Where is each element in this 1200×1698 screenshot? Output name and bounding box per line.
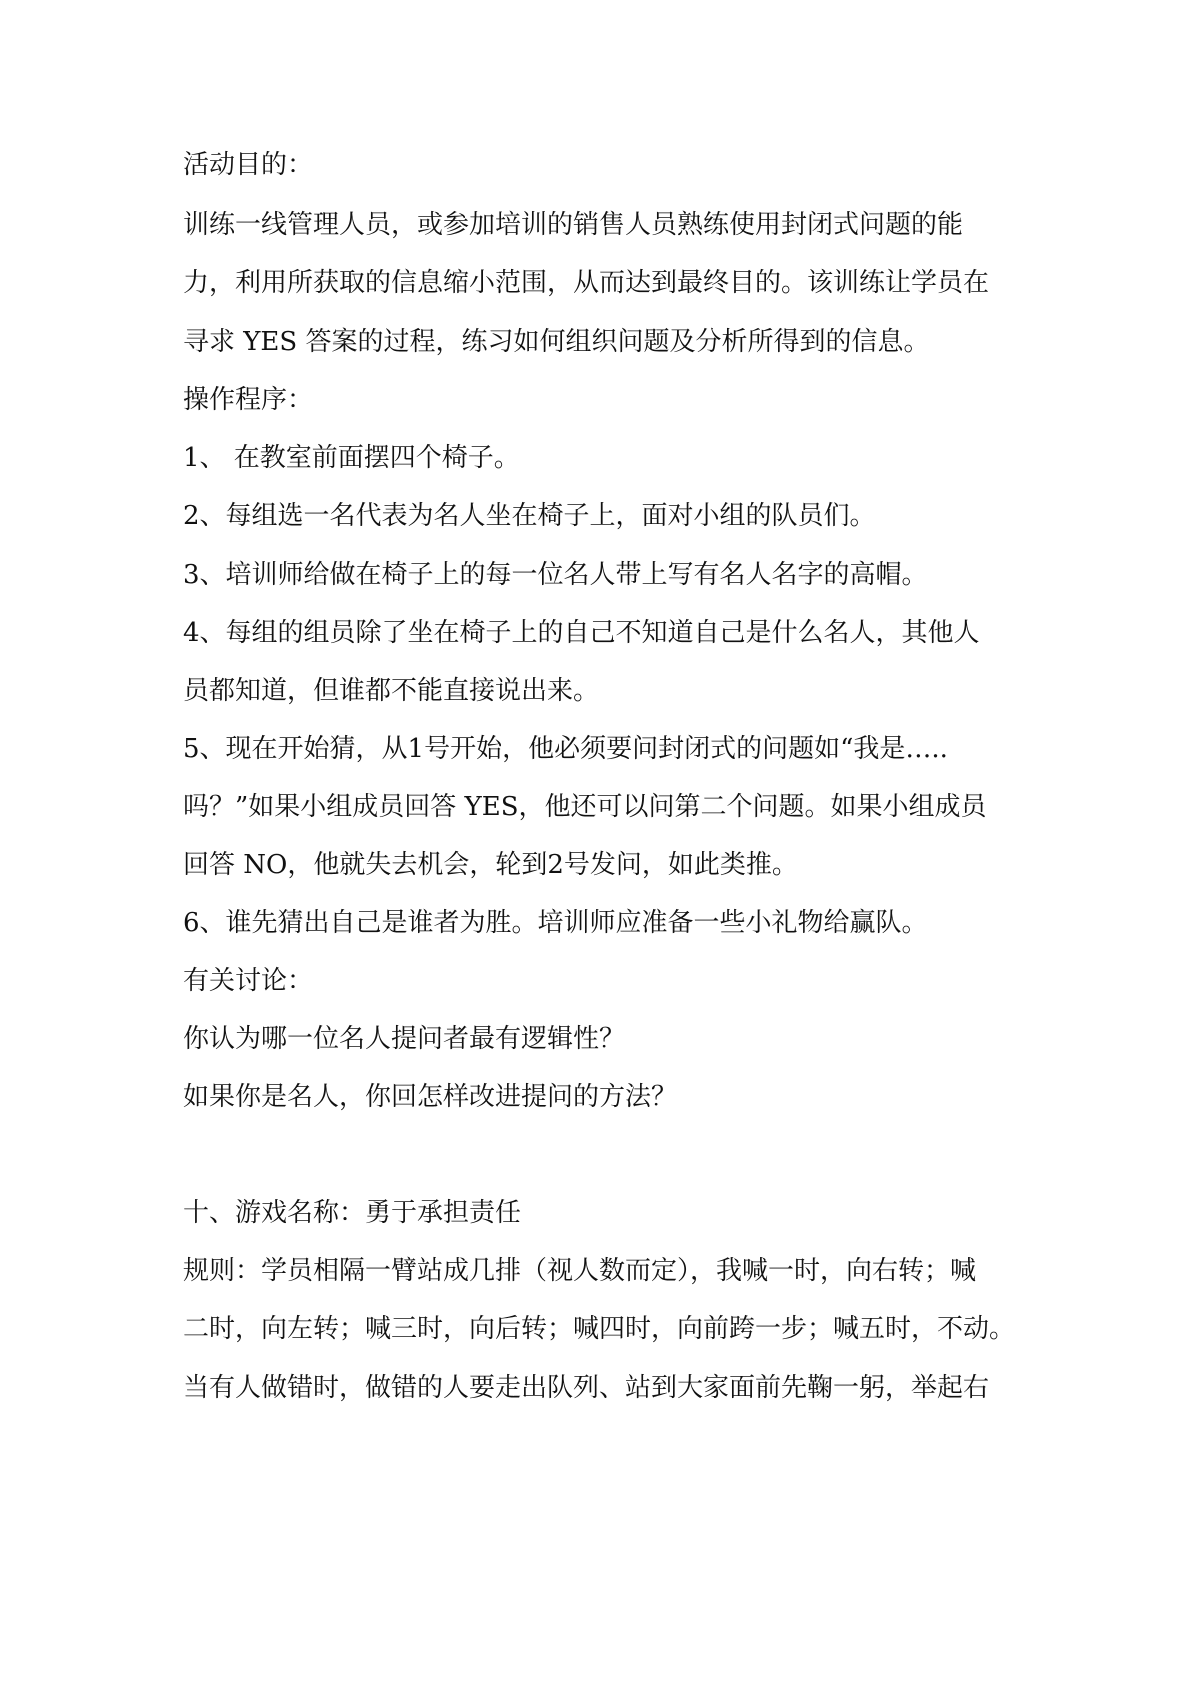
procedure-step: 2、每组选一名代表为名人坐在椅子上，面对小组的队员们。	[183, 501, 876, 531]
procedure-step: 4、每组的组员除了坐在椅子上的自己不知道自己是什么名人，其他人	[183, 618, 980, 648]
procedure-step: 员都知道，但谁都不能直接说出来。	[183, 676, 600, 706]
heading-discussion: 有关讨论：	[183, 966, 314, 996]
paragraph-line: 寻求 YES 答案的过程，练习如何组织问题及分析所得到的信息。	[183, 327, 930, 357]
paragraph-line: 力，利用所获取的信息缩小范围，从而达到最终目的。该训练让学员在	[183, 268, 990, 298]
heading-procedure: 操作程序：	[183, 385, 314, 415]
procedure-step: 吗？”如果小组成员回答 YES，他还可以问第二个问题。如果小组成员	[183, 792, 987, 822]
heading-activity-purpose: 活动目的：	[183, 150, 314, 180]
procedure-step: 3、培训师给做在椅子上的每一位名人带上写有名人名字的高帽。	[183, 560, 928, 590]
procedure-step: 6、谁先猜出自己是谁者为胜。培训师应准备一些小礼物给赢队。	[183, 908, 928, 938]
procedure-step: 回答 NO，他就失去机会，轮到2号发问，如此类推。	[183, 850, 798, 880]
rules-line: 规则：学员相隔一臂站成几排（视人数而定），我喊一时，向右转；喊	[183, 1256, 977, 1286]
rules-line: 当有人做错时，做错的人要走出队列、站到大家面前先鞠一躬，举起右	[183, 1373, 990, 1403]
procedure-step: 1、 在教室前面摆四个椅子。	[183, 443, 520, 473]
discussion-question: 如果你是名人，你回怎样改进提问的方法？	[183, 1082, 678, 1112]
game-title: 十、游戏名称：勇于承担责任	[183, 1198, 522, 1228]
procedure-step: 5、现在开始猜，从1号开始，他必须要问封闭式的问题如“我是…..	[183, 734, 948, 764]
rules-line: 二时，向左转；喊三时，向后转；喊四时，向前跨一步；喊五时，不动。	[183, 1314, 1016, 1344]
paragraph-line: 训练一线管理人员，或参加培训的销售人员熟练使用封闭式问题的能	[183, 210, 964, 240]
discussion-question: 你认为哪一位名人提问者最有逻辑性？	[183, 1024, 626, 1054]
